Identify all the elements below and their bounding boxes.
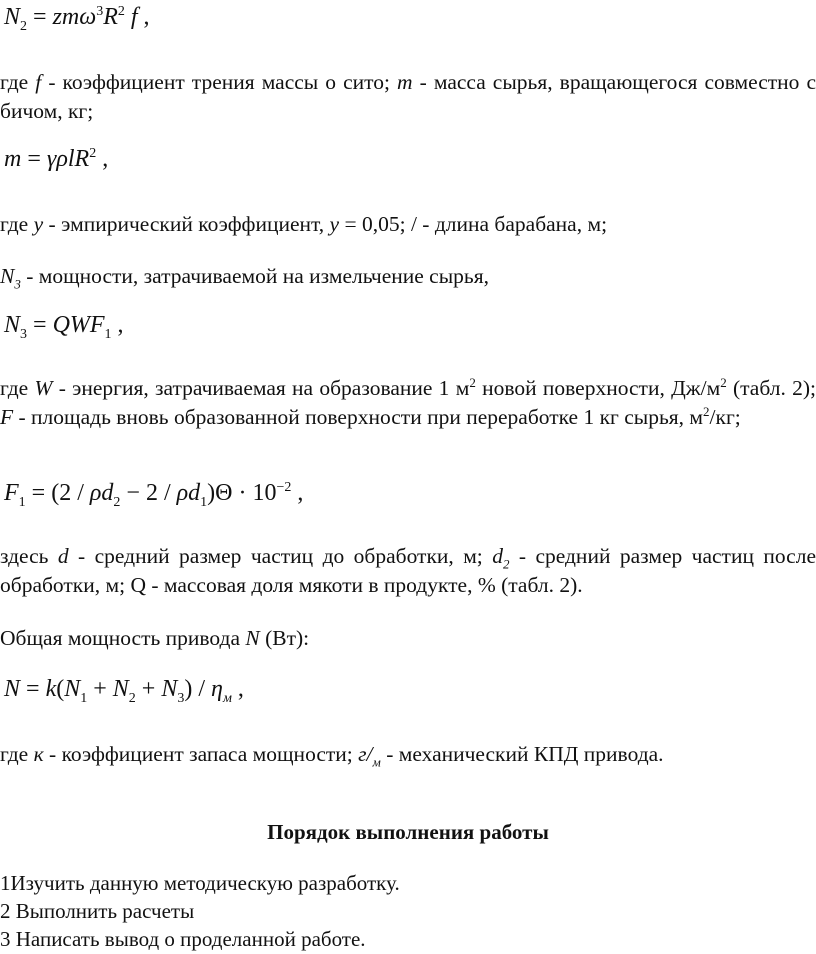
formula-mass: m = γρlR$^2$ , [4,146,109,172]
section-heading: Порядок выполнения работы [267,820,549,844]
paragraph-particle-size: здесь d - средний размер частиц до обработки, м; $d_2$ - средний размер частиц после обработки, м; Q - массовая доля мякоти в продукте, % (табл. 2). [0,544,816,597]
formula-n-total: $N = k(N_1 + N_2 + N_3) / \eta_м$ , [4,676,244,706]
formula-n3: $N_3 = QWF_1$ , [4,312,124,342]
paragraph-empirical-coefficient: где у - эмпирический коэффициент, у = 0,05; / - длина барабана, м; [0,212,608,236]
paragraph-friction: где f - коэффициент трения массы о сито; m - масса сырья, вращающегося совместно с бичом, кг; [0,70,816,123]
paragraph-n3-definition: $N_3$ - мощности, затрачиваемой на измельчение сырья, [0,264,489,292]
list-item: 3 Написать вывод о проделанной работе. [0,927,366,951]
formula-n2: $N_2 = zm\omega^3R^2$ f , [4,4,150,34]
paragraph-energy: где W - энергия, затрачиваемая на образование 1 $м^2$ новой поверхности, $Дж/м^2$ (табл. 2); F - площадь вновь образованной поверхности при переработке 1 кг сырья, $м^2/кг$; [0,374,816,429]
list-item: 2 Выполнить расчеты [0,899,195,923]
paragraph-reserve-coefficient: где к - коэффициент запаса мощности; $г/_м$ - механический КПД привода. [0,742,664,770]
formula-f1: $F_1 = (2 / \rho d_2 - 2 / \rho d_1)\Theta \cdot 10^{-2}$ , [4,480,304,510]
list-item: 1Изучить данную методическую разработку. [0,871,400,895]
paragraph-total-power: Общая мощность привода N (Вт): [0,626,310,650]
